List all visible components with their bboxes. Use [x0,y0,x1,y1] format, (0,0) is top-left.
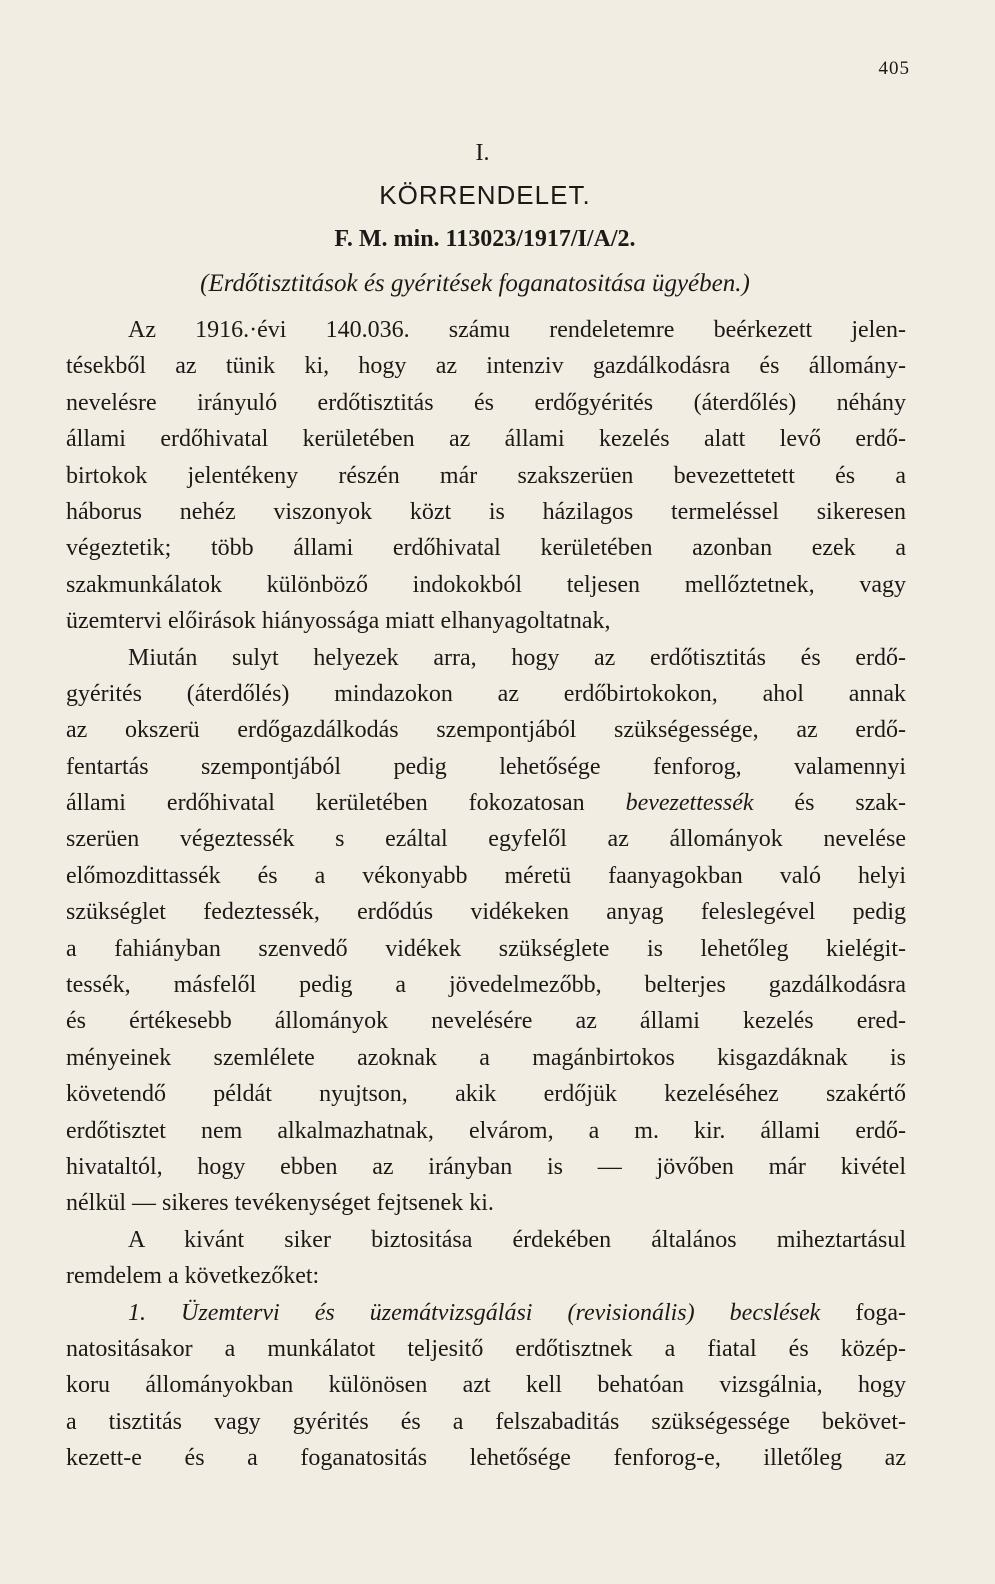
text-line: Miután sulyt helyezek arra, hogy az erdőtisztitás és erdő- [128,644,906,671]
text-line: kezett-e és a foganatositás lehetősége fenforog-e, illetőleg az [66,1445,906,1472]
text-line: fentartás szempontjából pedig lehetősége fenforog, valamennyi [66,753,906,780]
text-line: koru állományokban különösen azt kell behatóan vizsgálnia, hogy [66,1372,906,1399]
text-line: szerüen végeztessék s ezáltal egyfelől az állományok nevelése [66,826,906,853]
text-line: nevelésre irányuló erdőtisztitás és erdőgyérités (áterdőlés) néhány [66,389,906,416]
text-line: állami erdőhivatal kerületében az állami kezelés alatt levő erdő- [66,426,906,453]
text-line: végeztetik; több állami erdőhivatal kerületében azonban ezek a [66,535,906,562]
body-text [66,312,906,1477]
text-line: üzemtervi előirások hiányossága miatt elhanyagoltatnak, [66,608,611,635]
text-segment: foga- [820,1299,906,1326]
decree-subject: (Erdőtisztitások és gyéritések foganatositása ügyében.) [200,270,750,297]
text-line: háborus nehéz viszonyok közt is házilagos termeléssel sikeresen [66,498,906,525]
text-line [66,1295,906,1331]
text-line: hivataltól, hogy ebben az irányban is — jövőben már kivétel [66,1153,906,1180]
text-line: natositásakor a munkálatot teljesitő erdőtisztnek a fiatal és közép- [66,1335,906,1362]
text-segment: állami erdőhivatal kerületében fokozatosan [66,790,626,817]
text-line: birtokok jelentékeny részén már szakszerüen bevezettetett és a [66,462,906,489]
text-line: nélkül — sikeres tevékenységet fejtsenek ki. [66,1190,494,1217]
decree-reference: F. M. min. 113023/1917/I/A/2. [334,226,636,252]
text-line [66,785,906,821]
text-line: szakmunkálatok különböző indokokból teljesen mellőztetnek, vagy [66,571,906,598]
text-line: és értékesebb állományok nevelésére az állami kezelés ered- [66,1008,906,1035]
text-line: A kivánt siker biztositása érdekében általános miheztartásul [128,1226,906,1253]
text-segment: és szak- [753,790,906,817]
text-line: követendő példát nyujtson, akik erdőjük kezeléséhez szakértő [66,1081,906,1108]
text-line: előmozdittassék és a vékonyabb méretü faanyagokban való helyi [66,862,906,889]
text-line: gyérités (áterdőlés) mindazokon az erdőbirtokokon, ahol annak [66,680,906,707]
text-line: tésekből az tünik ki, hogy az intenziv gazdálkodásra és állomány- [66,353,906,380]
text-line: ményeinek szemlélete azoknak a magánbirtokos kisgazdáknak is [66,1044,906,1071]
text-line: erdőtisztet nem alkalmazhatnak, elvárom, a m. kir. állami erdő- [66,1117,906,1144]
text-line: remdelem a következőket: [66,1263,320,1290]
page-number: 405 [878,58,910,79]
emphasized-text: bevezettessék [625,790,754,817]
text-line: Az 1916.·évi 140.036. számu rendeletemre beérkezett jelen- [128,317,906,343]
emphasized-text: 1. Üzemtervi és üzemátvizsgálási (revisionális) becslések [128,1299,821,1326]
text-line: az okszerü erdőgazdálkodás szempontjából szükségessége, az erdő- [66,717,906,744]
section-numeral: I. [475,140,490,166]
text-line: tessék, másfelől pedig a jövedelmezőbb, belterjes gazdálkodásra [66,972,906,999]
text-line: a fahiányban szenvedő vidékek szükséglete is lehetőleg kielégit- [66,935,906,962]
document-title: KÖRRENDELET. [379,180,591,210]
text-line: a tisztitás vagy gyérités és a felszabaditás szükségessége bekövet- [66,1408,906,1435]
text-line: szükséglet fedeztessék, erdődús vidékeken anyag feleslegével pedig [66,899,906,926]
